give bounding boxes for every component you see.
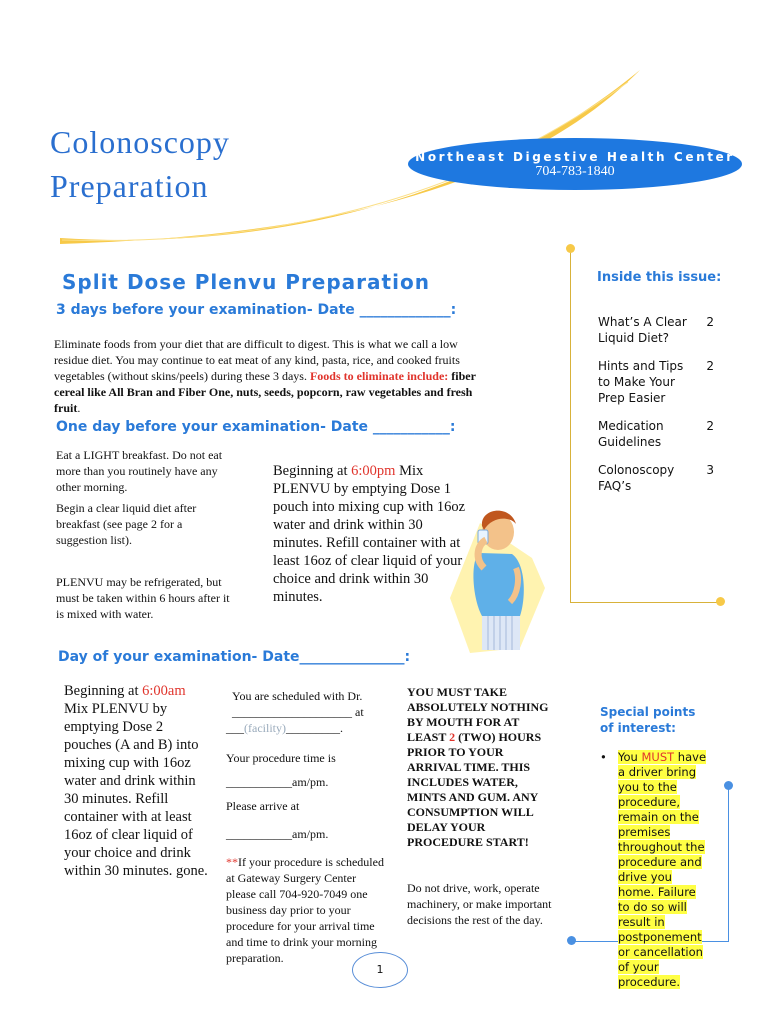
title-line-2: Preparation <box>50 168 209 204</box>
no-driving-note: Do not drive, work, operate machinery, or make important decisions the rest of the day. <box>407 881 552 927</box>
toc-page: 2 <box>706 419 714 433</box>
toc-item[interactable] <box>598 314 714 346</box>
eliminate-label: Foods to eliminate include: <box>309 369 449 383</box>
schedule-block <box>226 688 384 966</box>
toc-label: Medication Guidelines <box>598 419 664 449</box>
toc-item[interactable] <box>598 462 714 494</box>
main-heading: Split Dose Plenvu Preparation <box>62 270 430 294</box>
procedure-time-label: Your procedure time is <box>226 751 336 765</box>
three-days-end: . <box>77 401 81 415</box>
gateway-note <box>226 854 384 966</box>
one-day-heading: One day before your examination- Date ___________: <box>56 419 456 435</box>
eliminate-foods: fiber cereal like All Bran and Fiber One, nuts, seeds, popcorn, raw vegetables and fresh fruit <box>54 369 476 415</box>
toc-item[interactable] <box>598 418 714 450</box>
special-heading: Special points of interest: <box>600 705 696 735</box>
toc-label: Hints and Tips to Make Your Prep Easier <box>598 359 684 405</box>
arrive-label: Please arrive at <box>226 799 300 813</box>
dose2-post: Mix PLENVU by emptying Dose 2 pouches (A and B) into mixing cup with 16oz water and drink within 30 minutes. Refill container with at least 16oz of clear liquid of your choice and drink within 30 minutes. gone. <box>64 701 208 879</box>
document-title <box>50 120 230 208</box>
dose2-time: 6:00am <box>142 683 186 699</box>
toc-label: What’s A Clear Liquid Diet? <box>598 315 687 345</box>
sidebar-dot-top <box>566 244 575 253</box>
toc-label: Colonoscopy FAQ’s <box>598 463 675 493</box>
three-days-text <box>54 336 492 416</box>
special-point-item <box>600 750 708 990</box>
title-line-1: Colonoscopy <box>50 124 230 160</box>
special-point-text <box>618 750 708 990</box>
bullet-icon: • <box>600 750 607 764</box>
warn-pre: YOU MUST TAKE ABSOLUTELY NOTHING BY MOUTH FOR AT LEAST <box>407 685 549 744</box>
three-days-heading: 3 days before your examination- Date _____________: <box>56 302 457 318</box>
special-dot-bottom <box>567 936 576 945</box>
procedure-time-blank: ___________am/pm. <box>226 775 329 789</box>
note-stars: ** <box>226 855 238 869</box>
schedule-doctor: You are scheduled with Dr. ____________________ at <box>232 689 364 719</box>
toc-list <box>598 314 714 506</box>
toc-page: 3 <box>706 463 714 477</box>
dose1-time: 6:00pm <box>351 463 396 479</box>
facility-blank-post: _________. <box>285 721 343 735</box>
one-day-p3: PLENVU may be refrigerated, but must be taken within 6 hours after it is mixed with water. <box>56 575 230 621</box>
toc-item[interactable] <box>598 358 714 406</box>
day-of-heading: Day of your examination- Date_______________: <box>58 649 411 665</box>
page-number: 1 <box>352 952 408 988</box>
inside-heading: Inside this issue: <box>597 270 722 285</box>
facility-label: (facility) <box>244 721 286 735</box>
org-phone: 704-783-1840 <box>535 164 615 179</box>
dose1-post: Mix PLENVU by emptying Dose 1 pouch into mixing cup with 16oz water and drink within 30 minutes. Refill container with at least 16oz of clear liquid of your choice and drink within 30 minutes. <box>273 463 466 605</box>
driver-pre: You <box>618 750 642 764</box>
drinking-person-illustration <box>440 498 550 658</box>
warn-post: (TWO) HOURS PRIOR TO YOUR ARRIVAL TIME. THIS INCLUDES WATER, MINTS AND GUM. ANY CONSUMPTION WILL DELAY YOUR PROCEDURE START! <box>407 730 542 849</box>
dose2-pre: Beginning at <box>64 683 143 699</box>
toc-page: 2 <box>706 315 714 329</box>
note-text: If your procedure is scheduled at Gateway Surgery Center please call 704-920-7049 one business day prior to your procedure for your arrival time and time to drink your morning preparation. <box>226 855 384 965</box>
dose1-pre: Beginning at <box>273 463 352 479</box>
arrive-blank: ___________am/pm. <box>226 827 329 841</box>
one-day-p1: Eat a LIGHT breakfast. Do not eat more than you routinely have any other morning. <box>56 448 223 494</box>
driver-must: MUST <box>641 750 675 764</box>
day-of-dose <box>64 682 212 880</box>
schedule-facility <box>226 720 384 736</box>
toc-page: 2 <box>706 359 714 373</box>
special-dot-top <box>724 781 733 790</box>
one-day-p2: Begin a clear liquid diet after breakfast (see page 2 for a suggestion list). <box>56 501 197 547</box>
nothing-by-mouth-warning <box>407 685 549 850</box>
sidebar-dot-bottom <box>716 597 725 606</box>
org-badge <box>408 138 742 190</box>
org-name: Northeast Digestive Health Center <box>415 150 735 164</box>
warn-num: 2 <box>449 730 456 744</box>
driver-post: have a driver bring you to the procedure, remain on the premises throughout the procedure and drive you home. Failure to do so will result in postponement or cancellation of your procedure. <box>618 750 707 989</box>
three-days-body: Eliminate foods from your diet that are difficult to digest. This is what we call a low residue diet. You may continue to eat meat of any kind, pasta, rice, and cooked fruits vegetables (without skins/peels) during these 3 days. <box>54 337 460 383</box>
facility-blank-pre: ___ <box>226 721 244 735</box>
